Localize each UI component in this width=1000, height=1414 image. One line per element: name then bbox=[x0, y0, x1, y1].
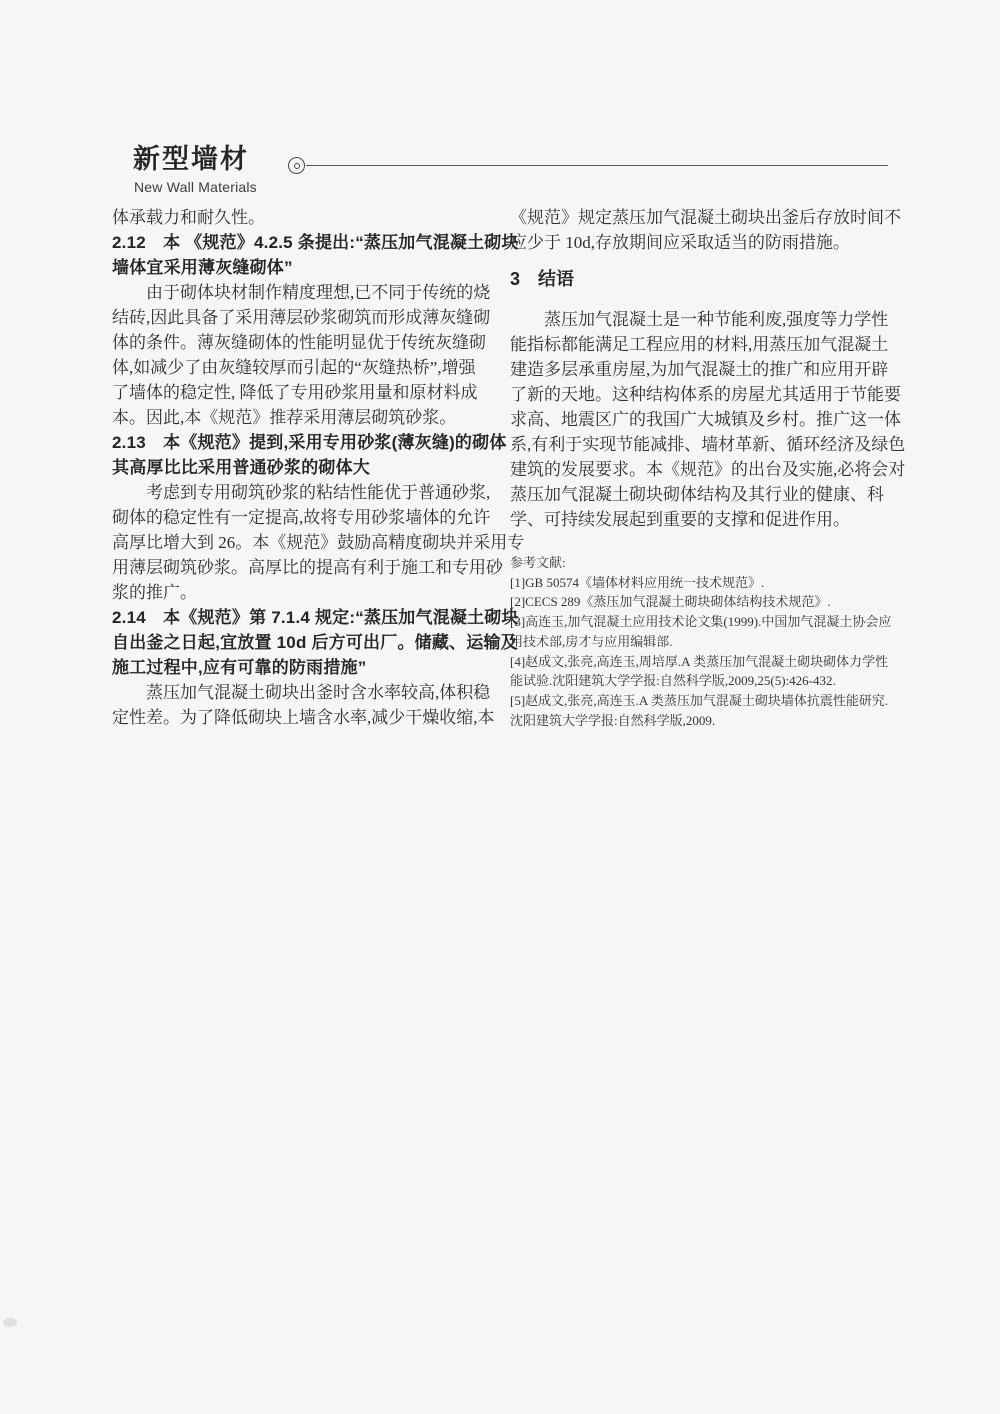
journal-title-cn: 新型墙材 bbox=[133, 144, 249, 174]
text-line: 砌体的稳定性有一定提高,故将专用砂浆墙体的允许 bbox=[112, 508, 491, 527]
left-column bbox=[112, 205, 525, 730]
text-line: 施工过程中,应有可靠的防雨措施” bbox=[112, 658, 367, 677]
text-line: 由于砌体块材制作精度理想,已不同于传统的烧 bbox=[146, 283, 491, 302]
text-line: 了新的天地。这种结构体系的房屋尤其适用于节能要 bbox=[510, 385, 901, 404]
header-rule bbox=[306, 165, 888, 166]
text-line: 3 结语 bbox=[510, 269, 575, 289]
ref-block bbox=[510, 652, 892, 691]
text-line: 建造多层承重房屋,为加气混凝土的推广和应用开辟 bbox=[510, 360, 889, 379]
text-line: 能指标都能满足工程应用的材料,用蒸压加气混凝土 bbox=[510, 335, 889, 354]
right-column bbox=[510, 205, 906, 730]
text-line: 用薄层砌筑砂浆。高厚比的提高有利于施工和专用砂 bbox=[112, 558, 503, 577]
text-line: 体承载力和耐久性。 bbox=[112, 208, 265, 227]
text-line: 本。因此,本《规范》推荐采用薄层砌筑砂浆。 bbox=[112, 408, 457, 427]
text-line: 体,如减少了由灰缝较厚而引起的“灰缝热桥”,增强 bbox=[112, 358, 476, 377]
para-block bbox=[112, 280, 494, 430]
text-line: 能试验.沈阳建筑大学学报:自然科学版,2009,25(5):426-432. bbox=[510, 673, 836, 689]
text-line: 《规范》规定蒸压加气混凝土砌块出釜后存放时间不 bbox=[510, 208, 901, 227]
journal-title-en: New Wall Materials bbox=[134, 179, 257, 195]
para-block bbox=[112, 680, 494, 730]
ref-block bbox=[510, 691, 892, 730]
ref-block bbox=[510, 612, 892, 651]
text-line: 建筑的发展要求。本《规范》的出台及实施,必将会对 bbox=[510, 460, 906, 479]
text-line: 蒸压加气混凝土砌块出釜时含水率较高,体积稳 bbox=[146, 683, 491, 702]
para-block bbox=[510, 307, 906, 532]
clause-block bbox=[112, 230, 519, 280]
text-line: 应少于 10d,存放期间应采取适当的防雨措施。 bbox=[510, 233, 850, 252]
plain-block bbox=[510, 205, 901, 255]
text-line: [2]CECS 289《蒸压加气混凝土砌块砌体结构技术规范》. bbox=[510, 594, 831, 610]
heading-block bbox=[510, 267, 892, 292]
text-line: 2.13 本《规范》提到,采用专用砂浆(薄灰缝)的砌体 bbox=[112, 433, 507, 452]
text-line: 2.12 本 《规范》4.2.5 条提出:“蒸压加气混凝土砌块 bbox=[112, 233, 519, 252]
text-line: 体的条件。薄灰缝砌体的性能明显优于传统灰缝砌 bbox=[112, 333, 486, 352]
text-line: 蒸压加气混凝土砌块砌体结构及其行业的健康、科 bbox=[510, 485, 884, 504]
text-line: 学、可持续发展起到重要的支撑和促进作用。 bbox=[510, 510, 850, 529]
para-block bbox=[112, 480, 525, 605]
text-line: 定性差。为了降低砌块上墙含水率,减少干燥收缩,本 bbox=[112, 708, 495, 727]
text-line: 系,有利于实现节能减排、墙材革新、循环经济及绿色 bbox=[510, 435, 906, 454]
text-line: 2.14 本《规范》第 7.1.4 规定:“蒸压加气混凝土砌块 bbox=[112, 608, 519, 627]
text-line: 求高、地震区广的我国广大城镇及乡村。推广这一体 bbox=[510, 410, 901, 429]
text-line: 结砖,因此具备了采用薄层砂浆砌筑而形成薄灰缝砌 bbox=[112, 308, 491, 327]
text-line: 其高厚比比采用普通砂浆的砌体大 bbox=[112, 458, 370, 477]
text-line: [5]赵成文,张亮,高连玉.A 类蒸压加气混凝土砌块墙体抗震性能研究. bbox=[510, 692, 889, 708]
scan-artifact bbox=[3, 1318, 17, 1327]
ref-label-block bbox=[510, 553, 892, 573]
text-line: 浆的推广。 bbox=[112, 583, 197, 602]
text-line: 考虑到专用砌筑砂浆的粘结性能优于普通砂浆, bbox=[146, 483, 491, 502]
text-line: 墙体宜采用薄灰缝砌体” bbox=[112, 258, 293, 277]
clause-block bbox=[112, 430, 507, 480]
text-line: [4]赵成文,张亮,高连玉,周培厚.A 类蒸压加气混凝土砌块砌体力学性 bbox=[510, 653, 889, 669]
text-line: [3]高连玉,加气混凝土应用技术论文集(1999).中国加气混凝土协会应 bbox=[510, 614, 892, 630]
inner-dot-icon bbox=[294, 163, 300, 169]
ref-block bbox=[510, 592, 892, 612]
text-line: 高厚比增大到 26。本《规范》鼓励高精度砌块并采用专 bbox=[112, 533, 525, 552]
text-line: 了墙体的稳定性, 降低了专用砂浆用量和原材料成 bbox=[112, 383, 478, 402]
text-line: 自出釜之日起,宜放置 10d 后方可出厂。储藏、运输及 bbox=[112, 633, 518, 652]
clause-block bbox=[112, 605, 519, 680]
text-line: 用技术部,房才与应用编辑部. bbox=[510, 633, 673, 649]
text-line: 参考文献: bbox=[510, 555, 566, 570]
text-line: 沈阳建筑大学学报:自然科学版,2009. bbox=[510, 712, 716, 728]
text-line: 蒸压加气混凝土是一种节能利废,强度等力学性 bbox=[544, 310, 889, 329]
text-line: [1]GB 50574《墙体材料应用统一技术规范》. bbox=[510, 574, 765, 590]
plain-block bbox=[112, 205, 494, 230]
double-circle-icon bbox=[288, 157, 305, 174]
ref-block bbox=[510, 573, 892, 593]
